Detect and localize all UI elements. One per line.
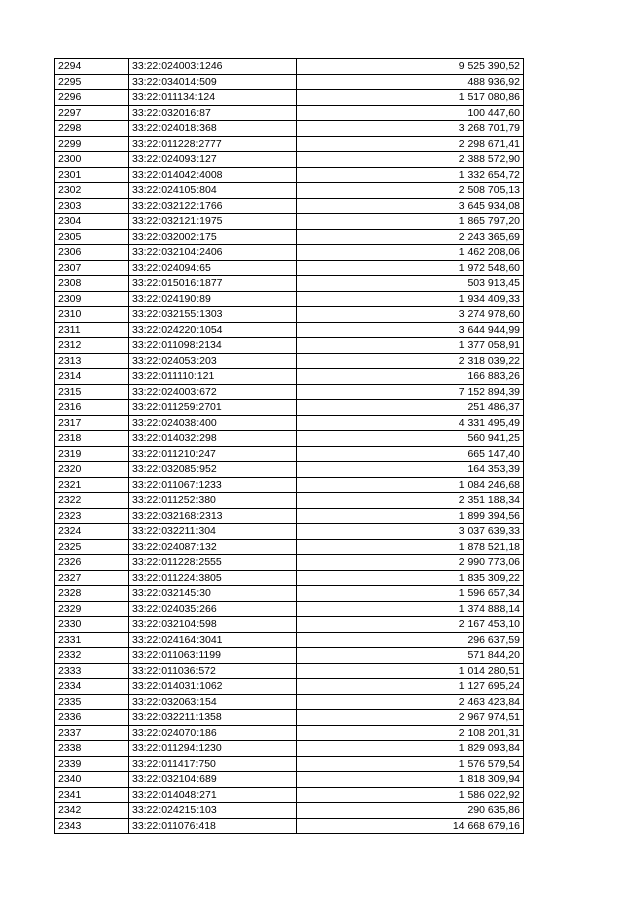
cadastral-value-cell: 3 274 978,60 xyxy=(297,307,524,323)
cadastral-number-cell: 33:22:032211:1358 xyxy=(129,710,297,726)
table-row xyxy=(55,152,524,168)
cadastral-number-cell: 33:22:011134:124 xyxy=(129,90,297,106)
table-row xyxy=(55,59,524,75)
row-number-cell: 2297 xyxy=(55,105,129,121)
cadastral-number-cell: 33:22:014032:298 xyxy=(129,431,297,447)
cadastral-value-cell: 290 635,86 xyxy=(297,803,524,819)
table-row xyxy=(55,338,524,354)
cadastral-value-cell: 2 388 572,90 xyxy=(297,152,524,168)
row-number-cell: 2300 xyxy=(55,152,129,168)
table-row xyxy=(55,741,524,757)
cadastral-number-cell: 33:22:032063:154 xyxy=(129,694,297,710)
cadastral-number-cell: 33:22:011228:2777 xyxy=(129,136,297,152)
row-number-cell: 2317 xyxy=(55,415,129,431)
cadastral-number-cell: 33:22:024070:186 xyxy=(129,725,297,741)
cadastral-value-cell: 1 127 695,24 xyxy=(297,679,524,695)
cadastral-value-cell: 503 913,45 xyxy=(297,276,524,292)
cadastral-number-cell: 33:22:011076:418 xyxy=(129,818,297,834)
table-row xyxy=(55,384,524,400)
cadastral-value-cell: 14 668 679,16 xyxy=(297,818,524,834)
table-row xyxy=(55,90,524,106)
row-number-cell: 2310 xyxy=(55,307,129,323)
cadastral-number-cell: 33:22:014031:1062 xyxy=(129,679,297,695)
row-number-cell: 2331 xyxy=(55,632,129,648)
cadastral-value-cell: 2 508 705,13 xyxy=(297,183,524,199)
cadastral-value-cell: 1 517 080,86 xyxy=(297,90,524,106)
cadastral-value-cell: 2 990 773,06 xyxy=(297,555,524,571)
cadastral-number-cell: 33:22:024190:89 xyxy=(129,291,297,307)
table-row xyxy=(55,679,524,695)
cadastral-number-cell: 33:22:024053:203 xyxy=(129,353,297,369)
row-number-cell: 2343 xyxy=(55,818,129,834)
cadastral-number-cell: 33:22:024003:1246 xyxy=(129,59,297,75)
cadastral-value-cell: 1 829 093,84 xyxy=(297,741,524,757)
table-body xyxy=(55,59,524,834)
table-row xyxy=(55,462,524,478)
table-row xyxy=(55,555,524,571)
row-number-cell: 2322 xyxy=(55,493,129,509)
table-row xyxy=(55,369,524,385)
table-row xyxy=(55,415,524,431)
row-number-cell: 2298 xyxy=(55,121,129,137)
row-number-cell: 2296 xyxy=(55,90,129,106)
cadastral-number-cell: 33:22:011036:572 xyxy=(129,663,297,679)
document-page xyxy=(54,58,524,834)
table-row xyxy=(55,756,524,772)
cadastral-number-cell: 33:22:024094:65 xyxy=(129,260,297,276)
cadastral-value-cell: 1 878 521,18 xyxy=(297,539,524,555)
row-number-cell: 2305 xyxy=(55,229,129,245)
table-row xyxy=(55,493,524,509)
cadastral-value-cell: 3 645 934,08 xyxy=(297,198,524,214)
row-number-cell: 2336 xyxy=(55,710,129,726)
table-row xyxy=(55,167,524,183)
table-row xyxy=(55,229,524,245)
cadastral-value-cell: 488 936,92 xyxy=(297,74,524,90)
cadastral-value-cell: 164 353,39 xyxy=(297,462,524,478)
row-number-cell: 2320 xyxy=(55,462,129,478)
cadastral-value-cell: 4 331 495,49 xyxy=(297,415,524,431)
cadastral-value-cell: 2 967 974,51 xyxy=(297,710,524,726)
cadastral-value-cell: 1 332 654,72 xyxy=(297,167,524,183)
cadastral-value-cell: 100 447,60 xyxy=(297,105,524,121)
row-number-cell: 2301 xyxy=(55,167,129,183)
cadastral-number-cell: 33:22:024105:804 xyxy=(129,183,297,199)
row-number-cell: 2342 xyxy=(55,803,129,819)
cadastral-value-cell: 2 351 188,34 xyxy=(297,493,524,509)
row-number-cell: 2328 xyxy=(55,586,129,602)
table-row xyxy=(55,400,524,416)
row-number-cell: 2315 xyxy=(55,384,129,400)
cadastral-value-cell: 571 844,20 xyxy=(297,648,524,664)
cadastral-number-cell: 33:22:015016:1877 xyxy=(129,276,297,292)
table-row xyxy=(55,632,524,648)
cadastral-number-cell: 33:22:032155:1303 xyxy=(129,307,297,323)
cadastral-number-cell: 33:22:032002:175 xyxy=(129,229,297,245)
row-number-cell: 2339 xyxy=(55,756,129,772)
cadastral-value-cell: 1 014 280,51 xyxy=(297,663,524,679)
table-row xyxy=(55,710,524,726)
row-number-cell: 2311 xyxy=(55,322,129,338)
cadastral-value-cell: 296 637,59 xyxy=(297,632,524,648)
cadastral-number-cell: 33:22:034014:509 xyxy=(129,74,297,90)
row-number-cell: 2312 xyxy=(55,338,129,354)
row-number-cell: 2325 xyxy=(55,539,129,555)
table-row xyxy=(55,508,524,524)
cadastral-number-cell: 33:22:024018:368 xyxy=(129,121,297,137)
table-row xyxy=(55,291,524,307)
cadastral-number-cell: 33:22:011110:121 xyxy=(129,369,297,385)
table-row xyxy=(55,601,524,617)
table-row xyxy=(55,121,524,137)
cadastral-value-cell: 1 899 394,56 xyxy=(297,508,524,524)
cadastral-value-cell: 1 374 888,14 xyxy=(297,601,524,617)
row-number-cell: 2332 xyxy=(55,648,129,664)
cadastral-value-cell: 1 865 797,20 xyxy=(297,214,524,230)
row-number-cell: 2303 xyxy=(55,198,129,214)
table-row xyxy=(55,260,524,276)
cadastral-value-cell: 1 586 022,92 xyxy=(297,787,524,803)
cadastral-value-cell: 1 576 579,54 xyxy=(297,756,524,772)
row-number-cell: 2335 xyxy=(55,694,129,710)
cadastral-value-cell: 7 152 894,39 xyxy=(297,384,524,400)
row-number-cell: 2294 xyxy=(55,59,129,75)
table-row xyxy=(55,353,524,369)
row-number-cell: 2333 xyxy=(55,663,129,679)
table-row xyxy=(55,214,524,230)
row-number-cell: 2334 xyxy=(55,679,129,695)
cadastral-number-cell: 33:22:024220:1054 xyxy=(129,322,297,338)
table-row xyxy=(55,446,524,462)
cadastral-number-cell: 33:22:011063:1199 xyxy=(129,648,297,664)
table-row xyxy=(55,245,524,261)
row-number-cell: 2308 xyxy=(55,276,129,292)
cadastral-number-cell: 33:22:032121:1975 xyxy=(129,214,297,230)
row-number-cell: 2304 xyxy=(55,214,129,230)
cadastral-number-cell: 33:22:011417:750 xyxy=(129,756,297,772)
row-number-cell: 2307 xyxy=(55,260,129,276)
cadastral-number-cell: 33:22:011294:1230 xyxy=(129,741,297,757)
cadastral-value-cell: 2 167 453,10 xyxy=(297,617,524,633)
table-row xyxy=(55,570,524,586)
cadastral-number-cell: 33:22:032145:30 xyxy=(129,586,297,602)
cadastral-value-cell: 2 108 201,31 xyxy=(297,725,524,741)
table-row xyxy=(55,725,524,741)
cadastral-number-cell: 33:22:011259:2701 xyxy=(129,400,297,416)
cadastral-number-cell: 33:22:024035:266 xyxy=(129,601,297,617)
row-number-cell: 2302 xyxy=(55,183,129,199)
row-number-cell: 2341 xyxy=(55,787,129,803)
table-row xyxy=(55,276,524,292)
cadastral-value-cell: 1 084 246,68 xyxy=(297,477,524,493)
cadastral-value-cell: 665 147,40 xyxy=(297,446,524,462)
row-number-cell: 2326 xyxy=(55,555,129,571)
cadastral-number-cell: 33:22:032104:689 xyxy=(129,772,297,788)
cadastral-value-cell: 1 462 208,06 xyxy=(297,245,524,261)
cadastral-number-cell: 33:22:011210:247 xyxy=(129,446,297,462)
row-number-cell: 2338 xyxy=(55,741,129,757)
cadastral-value-cell: 3 644 944,99 xyxy=(297,322,524,338)
row-number-cell: 2313 xyxy=(55,353,129,369)
cadastral-value-cell: 1 972 548,60 xyxy=(297,260,524,276)
cadastral-value-cell: 1 835 309,22 xyxy=(297,570,524,586)
table-row xyxy=(55,803,524,819)
cadastral-number-cell: 33:22:032085:952 xyxy=(129,462,297,478)
table-row xyxy=(55,105,524,121)
cadastral-number-cell: 33:22:024215:103 xyxy=(129,803,297,819)
cadastral-value-cell: 1 934 409,33 xyxy=(297,291,524,307)
row-number-cell: 2295 xyxy=(55,74,129,90)
cadastral-value-cell: 2 463 423,84 xyxy=(297,694,524,710)
table-row xyxy=(55,663,524,679)
row-number-cell: 2321 xyxy=(55,477,129,493)
row-number-cell: 2319 xyxy=(55,446,129,462)
cadastral-number-cell: 33:22:014042:4008 xyxy=(129,167,297,183)
cadastral-value-cell: 2 318 039,22 xyxy=(297,353,524,369)
cadastral-number-cell: 33:22:024003:672 xyxy=(129,384,297,400)
cadastral-value-table xyxy=(54,58,524,834)
row-number-cell: 2337 xyxy=(55,725,129,741)
cadastral-value-cell: 1 377 058,91 xyxy=(297,338,524,354)
table-row xyxy=(55,617,524,633)
row-number-cell: 2299 xyxy=(55,136,129,152)
table-row xyxy=(55,74,524,90)
table-row xyxy=(55,586,524,602)
row-number-cell: 2324 xyxy=(55,524,129,540)
cadastral-number-cell: 33:22:011224:3805 xyxy=(129,570,297,586)
cadastral-value-cell: 3 268 701,79 xyxy=(297,121,524,137)
cadastral-value-cell: 1 818 309,94 xyxy=(297,772,524,788)
cadastral-number-cell: 33:22:011098:2134 xyxy=(129,338,297,354)
row-number-cell: 2330 xyxy=(55,617,129,633)
cadastral-value-cell: 9 525 390,52 xyxy=(297,59,524,75)
cadastral-number-cell: 33:22:011067:1233 xyxy=(129,477,297,493)
cadastral-number-cell: 33:22:032211:304 xyxy=(129,524,297,540)
table-row xyxy=(55,183,524,199)
cadastral-value-cell: 560 941,25 xyxy=(297,431,524,447)
row-number-cell: 2340 xyxy=(55,772,129,788)
cadastral-value-cell: 2 298 671,41 xyxy=(297,136,524,152)
row-number-cell: 2323 xyxy=(55,508,129,524)
table-row xyxy=(55,818,524,834)
table-row xyxy=(55,648,524,664)
table-row xyxy=(55,772,524,788)
table-row xyxy=(55,694,524,710)
table-row xyxy=(55,477,524,493)
cadastral-value-cell: 1 596 657,34 xyxy=(297,586,524,602)
row-number-cell: 2327 xyxy=(55,570,129,586)
cadastral-value-cell: 2 243 365,69 xyxy=(297,229,524,245)
cadastral-value-cell: 251 486,37 xyxy=(297,400,524,416)
row-number-cell: 2309 xyxy=(55,291,129,307)
cadastral-number-cell: 33:22:024093:127 xyxy=(129,152,297,168)
cadastral-number-cell: 33:22:032122:1766 xyxy=(129,198,297,214)
cadastral-number-cell: 33:22:024164:3041 xyxy=(129,632,297,648)
row-number-cell: 2318 xyxy=(55,431,129,447)
table-row xyxy=(55,322,524,338)
cadastral-number-cell: 33:22:032104:598 xyxy=(129,617,297,633)
table-row xyxy=(55,136,524,152)
table-row xyxy=(55,787,524,803)
cadastral-number-cell: 33:22:032104:2406 xyxy=(129,245,297,261)
table-row xyxy=(55,524,524,540)
table-row xyxy=(55,539,524,555)
cadastral-value-cell: 3 037 639,33 xyxy=(297,524,524,540)
row-number-cell: 2329 xyxy=(55,601,129,617)
table-row xyxy=(55,307,524,323)
cadastral-number-cell: 33:22:011252:380 xyxy=(129,493,297,509)
cadastral-value-cell: 166 883,26 xyxy=(297,369,524,385)
row-number-cell: 2306 xyxy=(55,245,129,261)
cadastral-number-cell: 33:22:024087:132 xyxy=(129,539,297,555)
cadastral-number-cell: 33:22:032016:87 xyxy=(129,105,297,121)
row-number-cell: 2316 xyxy=(55,400,129,416)
table-row xyxy=(55,431,524,447)
cadastral-number-cell: 33:22:032168:2313 xyxy=(129,508,297,524)
cadastral-number-cell: 33:22:024038:400 xyxy=(129,415,297,431)
row-number-cell: 2314 xyxy=(55,369,129,385)
table-row xyxy=(55,198,524,214)
cadastral-number-cell: 33:22:014048:271 xyxy=(129,787,297,803)
cadastral-number-cell: 33:22:011228:2555 xyxy=(129,555,297,571)
